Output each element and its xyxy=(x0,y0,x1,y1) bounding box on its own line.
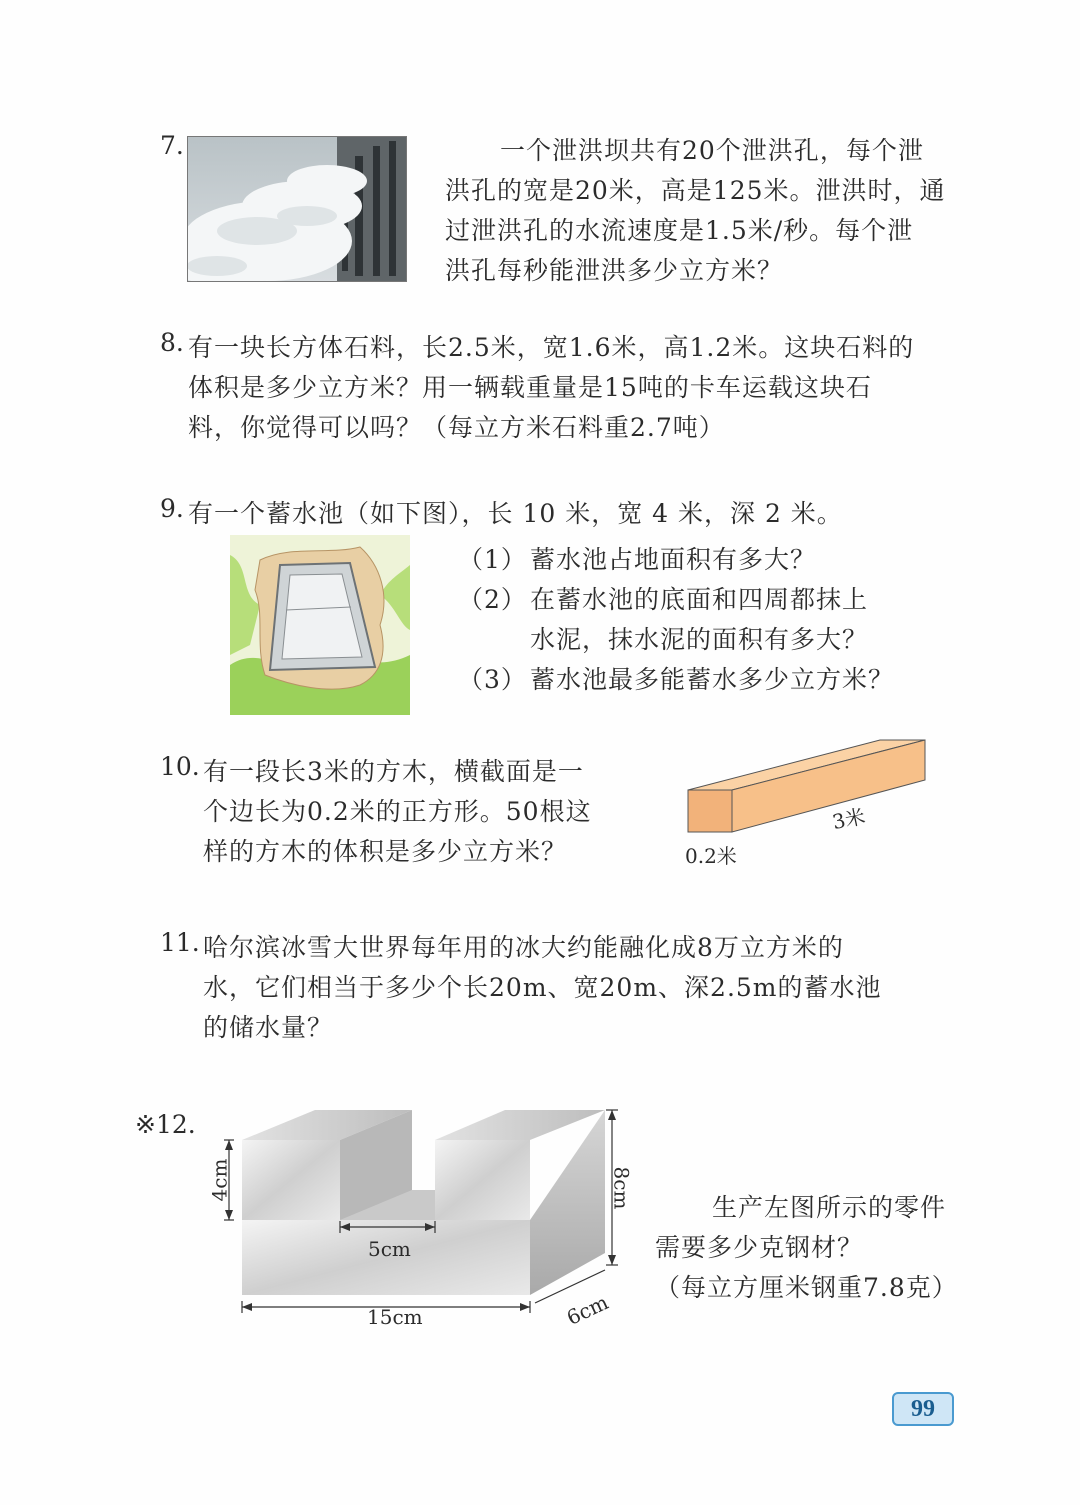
q12-line-3: （每立方厘米钢重7.8克） xyxy=(655,1273,958,1302)
q9-sub3: 蓄水池最多能蓄水多少立方米？ xyxy=(530,665,895,694)
q11-line-2: 水，它们相当于多少个长20m、宽20m、深2.5m的蓄水池 xyxy=(203,973,882,1002)
dim-5cm-label: 5cm xyxy=(368,1237,411,1261)
q9-stem: 有一个蓄水池（如下图），长 10 米，宽 4 米，深 2 米。 xyxy=(188,499,843,528)
q10-line-1: 有一段长3米的方木，横截面是一 xyxy=(203,757,584,786)
q8-number: 8. xyxy=(160,328,184,357)
q12-line-1: 生产左图所示的零件 xyxy=(712,1193,947,1222)
q11-line-1: 哈尔滨冰雪大世界每年用的冰大约能融化成8万立方米的 xyxy=(203,933,844,962)
q8-line-3: 料，你觉得可以吗？（每立方米石料重2.7吨） xyxy=(188,413,725,442)
reservoir-illustration xyxy=(230,535,410,715)
q9-sub1-label: （1） xyxy=(458,545,527,574)
q11-line-3: 的储水量？ xyxy=(203,1013,334,1042)
steel-part-diagram xyxy=(200,1105,640,1335)
q12-number: ※12. xyxy=(135,1110,196,1139)
dim-4cm-label: 4cm xyxy=(207,1158,232,1202)
dim-8cm-label: 8cm xyxy=(609,1166,634,1210)
beam-length-label: 3米 xyxy=(830,803,868,835)
spillway-photo xyxy=(187,136,407,282)
dim-15cm-label: 15cm xyxy=(367,1305,423,1329)
q12-line-2: 需要多少克钢材？ xyxy=(655,1233,864,1262)
q8-line-2: 体积是多少立方米？用一辆载重量是15吨的卡车运载这块石 xyxy=(188,373,872,402)
q7-line-1: 一个泄洪坝共有20个泄洪孔，每个泄 xyxy=(500,136,924,165)
q11-number: 11. xyxy=(160,928,200,957)
square-beam-diagram xyxy=(680,735,940,835)
dim-6cm-label: 6cm xyxy=(562,1290,612,1330)
q9-sub3-label: （3） xyxy=(458,665,527,694)
q10-line-2: 个边长为0.2米的正方形。50根这 xyxy=(203,797,592,826)
q7-number: 7. xyxy=(160,131,184,160)
q8-line-1: 有一块长方体石料，长2.5米，宽1.6米，高1.2米。这块石料的 xyxy=(188,333,915,362)
q9-sub2-line-2: 水泥，抹水泥的面积有多大？ xyxy=(530,625,869,654)
q7-line-4: 洪孔每秒能泄洪多少立方米？ xyxy=(445,256,784,285)
q7-line-3: 过泄洪孔的水流速度是1.5米/秒。每个泄 xyxy=(445,216,914,245)
q10-number: 10. xyxy=(160,752,200,781)
q9-sub1: 蓄水池占地面积有多大？ xyxy=(530,545,817,574)
q9-sub2-label: （2） xyxy=(458,585,527,614)
page-number: 99 xyxy=(892,1392,954,1426)
q9-sub2-line-1: 在蓄水池的底面和四周都抹上 xyxy=(530,585,869,614)
q7-line-2: 洪孔的宽是20米，高是125米。泄洪时，通 xyxy=(445,176,946,205)
q10-line-3: 样的方木的体积是多少立方米？ xyxy=(203,837,568,866)
q9-number: 9. xyxy=(160,494,184,523)
beam-side-label: 0.2米 xyxy=(685,844,737,868)
